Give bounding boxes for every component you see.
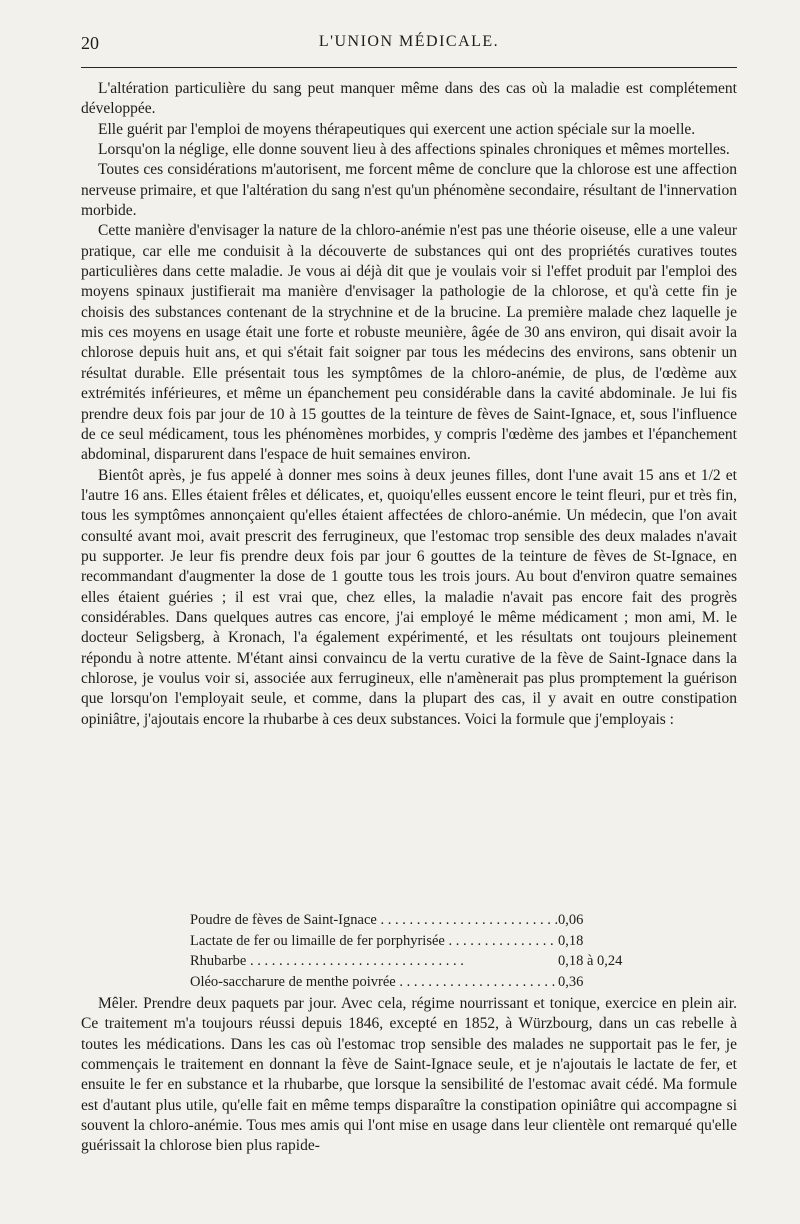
header-rule bbox=[81, 67, 737, 68]
paragraph: Elle guérit par l'emploi de moyens thérapeutiques qui exercent une action spéciale sur la moelle. bbox=[98, 120, 696, 138]
paragraph: Lorsqu'on la néglige, elle donne souvent lieu à des affections spinales chroniques et mêmes mortelles. bbox=[98, 141, 730, 159]
page-number: 20 bbox=[81, 33, 99, 53]
formula-row bbox=[190, 910, 630, 931]
formula-dose: 0,18 bbox=[558, 932, 584, 949]
formula-row bbox=[190, 972, 630, 993]
formula-ingredient: Poudre de fèves de Saint-Ignace . . . bbox=[190, 910, 558, 931]
paragraph: Bientôt après, je fus appelé à donner mes soins à deux jeunes filles, dont l'une avait 15 ans et 1/2 et l'autre 16 ans. Elles étaient frêles et délicates, et, quoiqu'elles eussent encore le teint fleuri, pur et très fin, tous les symptômes annonçaient qu'elles étaient affectées de chloro-anémie. Un médecin, que l'on avait consulté avant moi, avait prescrit des ferrugineux, que l'estomac trop sensible des deux malades n'avait pu supporter. Je leur fis prendre deux fois par jour 6 gouttes de la teinture de fèves de St-Ignace, en recommandant d'augmenter la dose de 1 goutte tous les trois jours. Au bout d'environ quatre semaines elles étaient guéries ; il est vrai que, chez elles, la maladie n'avait pas encore fait des progrès considérables. Dans quelques autres cas encore, j'ai employé le même médicament ; mon ami, M. le docteur Seligsberg, à Kronach, l'a également expérimenté, et les résultats ont toujours pleinement répondu à notre attente. M'étant ainsi convaincu de la vertu curative de la fève de Saint-Ignace dans la chlorose, je voulus voir si, associée aux ferrugineux, elle n'amènerait pas plus promptement la guérison que lorsqu'on l'employait seule, et comme, dans la plupart des cas, il y avait en outre constipation opiniâtre, j'ajoutais encore la rhubarbe à ces deux substances. Voici la formule que j'employais : bbox=[81, 466, 737, 728]
page-header bbox=[81, 33, 737, 61]
formula-dose: 0,18 à 0,24 bbox=[558, 953, 623, 969]
body-text-top bbox=[81, 79, 737, 730]
formula-dose: 0,06 bbox=[558, 912, 584, 928]
formula-dose: 0,36 bbox=[558, 973, 584, 990]
formula-ingredient: Rhubarbe . . . bbox=[190, 951, 558, 972]
formula-list bbox=[190, 910, 630, 992]
paragraph: Mêler. Prendre deux paquets par jour. Avec cela, régime nourrissant et tonique, exercice en plein air. Ce traitement m'a toujours réussi depuis 1846, excepté en 1852, à Würzbourg, dans un cas rebelle à toutes les médications. Dans les cas où l'estomac trop sensible des malades ne supportait pas le fer, je commençais le traitement en donnant la fève de Saint-Ignace seule, et je n'ajoutais le lactate de fer, et ensuite le fer en substance et la rhubarbe, que lorsque la sensibilité de l'estomac avait cédé. Ma formule est d'autant plus utile, qu'elle fait en même temps disparaître la constipation opiniâtre qui accompagne si souvent la chloro-anémie. Tous mes amis qui l'ont mise en usage dans leur clientèle ont remarqué qu'elle guérissait la chlorose bien plus rapide- bbox=[81, 995, 737, 1155]
formula-ingredient: Lactate de fer ou limaille de fer porphyrisée . . . bbox=[190, 931, 558, 952]
paragraph: L'altération particulière du sang peut manquer même dans des cas où la maladie est complétement développée. bbox=[81, 80, 737, 118]
formula-ingredient: Oléo-saccharure de menthe poivrée . . . bbox=[190, 972, 558, 993]
formula-row bbox=[190, 951, 630, 972]
paragraph: Toutes ces considérations m'autorisent, me forcent même de conclure que la chlorose est une affection nerveuse primaire, et que l'altération du sang n'est qu'un phénomène secondaire, résultant de l'innervation morbide. bbox=[81, 161, 737, 220]
formula-row bbox=[190, 931, 630, 952]
running-title: L'UNION MÉDICALE. bbox=[318, 33, 500, 50]
body-text-bottom bbox=[81, 994, 737, 1157]
paragraph: Cette manière d'envisager la nature de la chloro-anémie n'est pas une théorie oiseuse, elle a une valeur pratique, car elle me conduisit à la découverte de substances qui ont des propriétés curatives toutes particulières dans cette maladie. Je vous ai déjà dit que je voulais voir si l'effet produit par l'emploi des moyens spinaux justifierait ma manière d'envisager la pathologie de la chlorose, et qu'à cette fin je choisis des substances contenant de la strychnine et de la brucine. La première malade chez laquelle je mis ces moyens en usage était une forte et robuste meunière, âgée de 30 ans environ, qui disait avoir la chlorose depuis huit ans, et qui s'était fait soigner par tous les médecins des environs, sans obtenir un résultat durable. Elle présentait tous les symptômes de la chloro-anémie, de plus, de l'œdème aux extrémités inférieures, et même un épanchement peu considérable dans la cavité abdominale. Je lui fis prendre deux fois par jour de 10 à 15 gouttes de la teinture de fèves de Saint-Ignace, et, sous l'influence de ce seul médicament, tous les phénomènes morbides, y compris l'œdème des jambes et l'épanchement abdominal, disparurent dans l'espace de huit semaines environ. bbox=[81, 222, 737, 464]
